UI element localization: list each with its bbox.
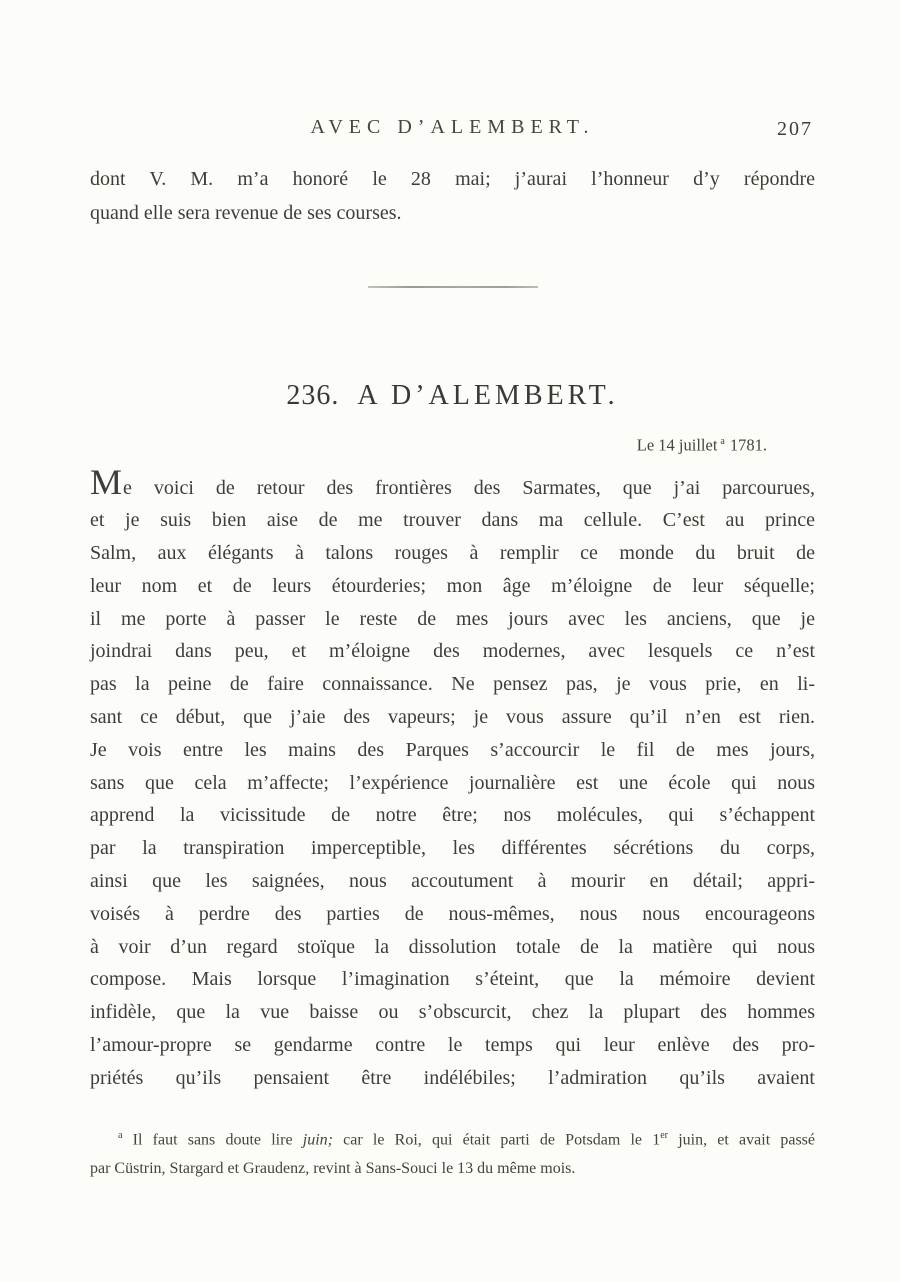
text-line: joindrai dans peu, et m’éloigne des modernes, avec lesquels ce n’est — [90, 640, 815, 663]
text-line: sant ce début, que j’aie des vapeurs; je vous assure qu’il n’en est rien. — [90, 706, 815, 729]
dateline — [90, 430, 815, 458]
continuation-paragraph — [90, 162, 815, 230]
footnote-italic-word: juin; — [302, 1130, 333, 1148]
text-line: il me porte à passer le reste de mes jours avec les anciens, que je — [90, 607, 815, 630]
running-header — [90, 116, 815, 150]
text-line: à voir d’un regard stoïque la dissolution totale de la matière qui nous — [90, 935, 815, 958]
text-line: dont V. M. m’a honoré le 28 mai; j’aurai l’honneur d’y répondre — [90, 168, 815, 190]
text-line: Salm, aux élégants à talons rouges à remplir ce monde du bruit de — [90, 542, 815, 565]
footnote-text: Il faut sans doute lire — [132, 1130, 303, 1148]
letter-body — [90, 461, 815, 1095]
text-line: pas la peine de faire connaissance. Ne pensez pas, je vous prie, en li- — [90, 673, 815, 696]
text-line: compose. Mais lorsque l’imagination s’éteint, que la mémoire devient — [90, 968, 815, 991]
letter-heading — [90, 380, 815, 412]
section-divider — [368, 286, 538, 288]
text-line: et je suis bien aise de me trouver dans ma cellule. C’est au prince — [90, 509, 815, 532]
footnote-text: juin, et avait passé — [668, 1130, 816, 1148]
text-line: sans que cela m’affecte; l’expérience journalière est une école qui nous — [90, 771, 815, 794]
letter-number: 236. — [286, 380, 340, 411]
letter-title: A D’ALEMBERT. — [357, 380, 619, 411]
page-number: 207 — [777, 118, 813, 140]
text-line: leur nom et de leurs étourderies; mon âge m’éloigne de leur séquelle; — [90, 574, 815, 597]
opening-initial: M — [90, 461, 124, 502]
text-line: ainsi que les saignées, nous accoutument à mourir en détail; appri- — [90, 870, 815, 893]
running-header-title: AVEC D’ALEMBERT. — [310, 116, 595, 138]
dateline-text-after: 1781. — [729, 435, 767, 455]
footnote-text: car le Roi, qui était parti de Potsdam le 1 — [332, 1130, 661, 1148]
text-line: apprend la vicissitude de notre être; nos molécules, qui s’échappent — [90, 804, 815, 827]
footnote-marker: a — [118, 1129, 123, 1141]
footnote-line — [90, 1121, 815, 1155]
footnote — [90, 1121, 815, 1184]
letter-body-lines — [90, 504, 815, 1094]
text-line: quand elle sera revenue de ses courses. — [90, 202, 402, 224]
text-line: par la transpiration imperceptible, les différentes sécrétions du corps, — [90, 837, 815, 860]
footnote-reference: a — [720, 436, 725, 447]
text-line: infidèle, que la vue baisse ou s’obscurcit, chez la plupart des hommes — [90, 1001, 815, 1024]
text-line — [90, 461, 815, 505]
dateline-text-before: Le 14 juillet — [636, 435, 718, 455]
text-line: voisés à perdre des parties de nous-mêmes, nous nous encourageons — [90, 902, 815, 925]
footnote-line: par Cüstrin, Stargard et Graudenz, revint à Sans-Souci le 13 du même mois. — [90, 1160, 576, 1178]
text-line: Je vois entre les mains des Parques s’accourcir le fil de mes jours, — [90, 738, 815, 761]
ordinal-superscript: er — [660, 1129, 669, 1141]
text-line: l’amour-propre se gendarme contre le temps qui leur enlève des pro- — [90, 1034, 815, 1057]
text-line: priétés qu’ils pensaient être indélébiles; l’admiration qu’ils avaient — [90, 1066, 815, 1089]
first-line-text: e voici de retour des frontières des Sarmates, que j’ai parcourues, — [123, 476, 815, 499]
